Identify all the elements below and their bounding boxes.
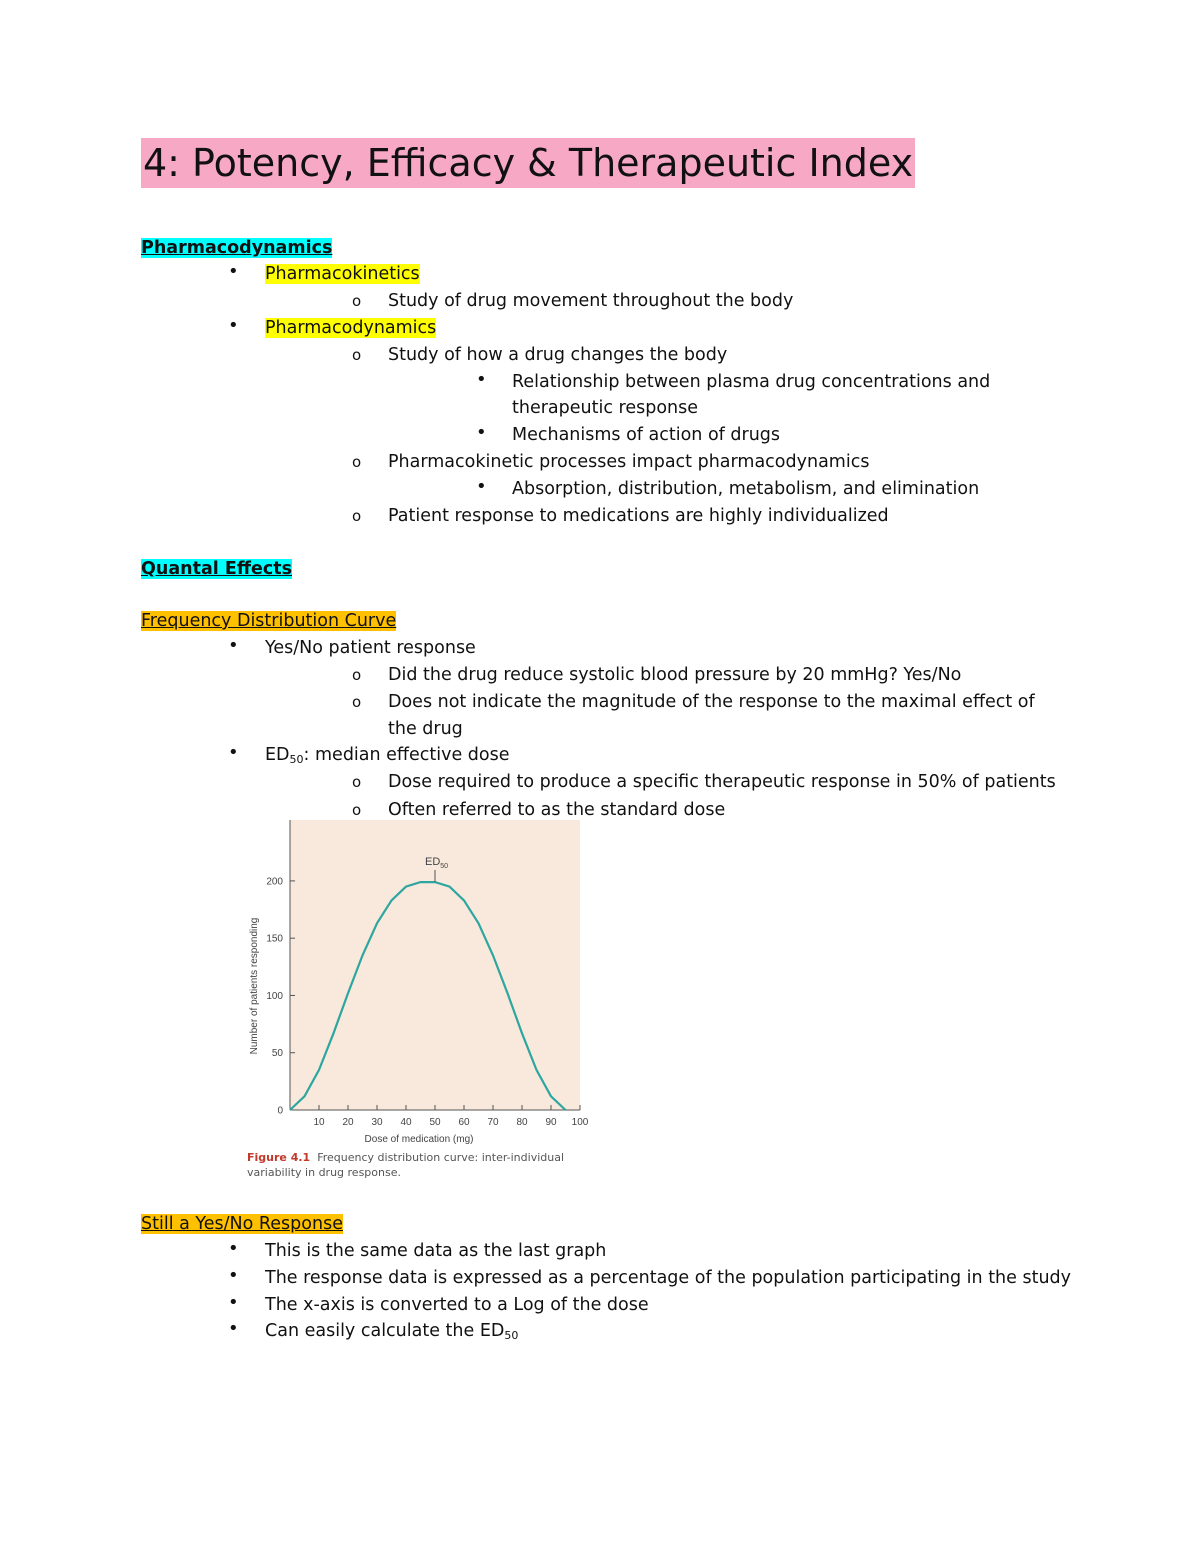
bullet-icon: • (476, 476, 487, 497)
circle-bullet-icon: o (352, 666, 362, 684)
list-item-continuation: therapeutic response (512, 398, 698, 418)
list-item: Did the drug reduce systolic blood pressure by 20 mmHg? Yes/No (388, 665, 962, 685)
section-heading-yes-no: Still a Yes/No Response (141, 1214, 343, 1234)
bullet-icon: • (228, 742, 239, 763)
circle-bullet-icon: o (352, 346, 362, 364)
bullet-icon: • (476, 369, 487, 390)
list-item: Pharmacokinetic processes impact pharmacodynamics (388, 452, 870, 472)
list-item-continuation: the drug (388, 719, 463, 739)
figure-caption: Figure 4.1 Frequency distribution curve: inter-individual variability in drug response. (247, 1151, 565, 1179)
x-tick-label: 10 (313, 1117, 325, 1128)
x-tick-label: 40 (400, 1117, 412, 1128)
y-tick-label: 0 (277, 1105, 283, 1117)
x-tick-label: 20 (342, 1117, 354, 1128)
bullet-icon: • (476, 422, 487, 443)
y-tick-label: 100 (266, 990, 283, 1002)
y-tick-label: 200 (266, 876, 283, 888)
list-item: Absorption, distribution, metabolism, and elimination (512, 479, 980, 499)
list-item: Yes/No patient response (265, 638, 476, 658)
list-item: Mechanisms of action of drugs (512, 425, 781, 445)
y-axis-label: Number of patients responding (249, 917, 260, 1055)
list-item: Relationship between plasma drug concentrations and (512, 372, 991, 392)
circle-bullet-icon: o (352, 773, 362, 791)
y-tick-label: 150 (266, 933, 283, 945)
x-tick-label: 70 (487, 1117, 499, 1128)
bullet-icon: • (228, 1238, 239, 1259)
bullet-icon: • (228, 635, 239, 656)
x-tick-label: 90 (545, 1117, 557, 1128)
list-item: Often referred to as the standard dose (388, 800, 726, 820)
list-item: Study of drug movement throughout the body (388, 291, 794, 311)
list-item: The x-axis is converted to a Log of the dose (265, 1295, 649, 1315)
figure-frequency-distribution (245, 818, 595, 1188)
list-item: Pharmacodynamics (265, 318, 437, 338)
x-tick-label: 100 (571, 1117, 589, 1128)
circle-bullet-icon: o (352, 507, 362, 525)
bullet-icon: • (228, 315, 239, 336)
page-title: 4: Potency, Efficacy & Therapeutic Index (141, 138, 915, 188)
section-heading-quantal-effects: Quantal Effects (141, 559, 293, 579)
x-tick-label: 30 (371, 1117, 383, 1128)
list-item: Study of how a drug changes the body (388, 345, 728, 365)
section-heading-frequency-distribution: Frequency Distribution Curve (141, 611, 397, 631)
circle-bullet-icon: o (352, 693, 362, 711)
list-item: Patient response to medications are highly individualized (388, 506, 889, 526)
ed50-label: $ED_{50}$ (425, 856, 449, 871)
bullet-icon: • (228, 1265, 239, 1286)
bullet-icon: • (228, 261, 239, 282)
circle-bullet-icon: o (352, 453, 362, 471)
x-tick-label: 80 (516, 1117, 528, 1128)
y-tick-label: 50 (271, 1048, 283, 1060)
list-item-ed50: $ED_{50}$: median effective dose (265, 745, 510, 766)
list-item: Pharmacokinetics (265, 264, 420, 284)
x-tick-label: 60 (458, 1117, 470, 1128)
ed50-label-subscript: 50 (440, 863, 449, 871)
x-axis-label: Dose of medication (mg) (364, 1134, 474, 1145)
x-tick-label: 50 (429, 1117, 441, 1128)
circle-bullet-icon: o (352, 292, 362, 310)
list-item: This is the same data as the last graph (265, 1241, 607, 1261)
bullet-icon: • (228, 1292, 239, 1313)
circle-bullet-icon: o (352, 801, 362, 819)
frequency-distribution-chart (245, 818, 595, 1148)
bullet-icon: • (228, 1318, 239, 1339)
list-item: The response data is expressed as a percentage of the population participating in the study (265, 1268, 1072, 1288)
list-item: Dose required to produce a specific therapeutic response in 50% of patients (388, 772, 1056, 792)
section-heading-pharmacodynamics: Pharmacodynamics (141, 238, 333, 258)
list-item: Does not indicate the magnitude of the response to the maximal effect of (388, 692, 1035, 712)
list-item: Can easily calculate the $ED_{50}$ (265, 1321, 519, 1342)
